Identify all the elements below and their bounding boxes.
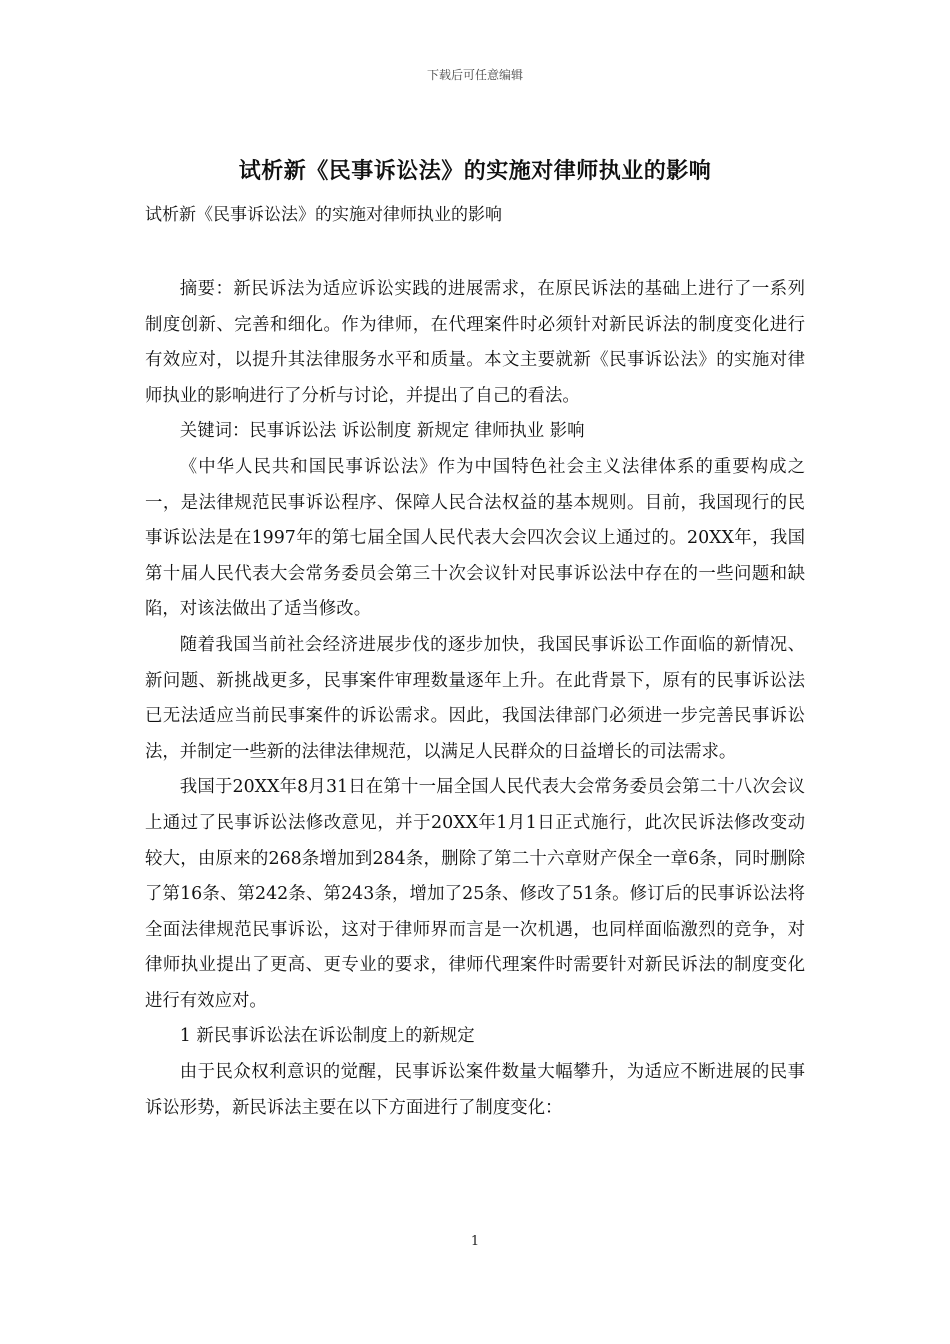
body-paragraph: 由于民众权利意识的觉醒，民事诉讼案件数量大幅攀升，为适应不断进展的民事诉讼形势，新民诉法主要在以下方面进行了制度变化：: [145, 1062, 805, 1118]
body-paragraph: 我国于20XX年8月31日在第十一届全国人民代表大会常务委员会第二十八次会议上通过了民事诉讼法修改意见，并于20XX年1月1日正式施行，此次民诉法修改变动较大，由原来的268条增加到284条，删除了第二十六章财产保全一章6条，同时删除了第16条、第242条、第243条，增加了25条、修改了51条。修订后的民事诉讼法将全面法律规范民事诉讼，这对于律师界而言是一次机遇，也同样面临激烈的竞争，对律师执业提出了更高、更专业的要求，律师代理案件时需要针对新民诉法的制度变化进行有效应对。: [145, 777, 805, 1011]
section-heading: 1 新民事诉讼法在诉讼制度上的新规定: [179, 1026, 475, 1047]
body-paragraph: 《中华人民共和国民事诉讼法》作为中国特色社会主义法律体系的重要构成之一，是法律规范民事诉讼程序、保障人民合法权益的基本规则。目前，我国现行的民事诉讼法是在1997年的第七届全国人民代表大会四次会议上通过的。20XX年，我国第十届人民代表大会常务委员会第三十次会议针对民事诉讼法中存在的一些问题和缺陷，对该法做出了适当修改。: [145, 456, 805, 620]
document-title: 试析新《民事诉讼法》的实施对律师执业的影响: [238, 159, 712, 184]
document-subtitle: 试析新《民事诉讼法》的实施对律师执业的影响: [145, 205, 502, 225]
body-paragraph: 随着我国当前社会经济进展步伐的逐步加快，我国民事诉讼工作面临的新情况、新问题、新挑战更多，民事案件审理数量逐年上升。在此背景下，原有的民事诉讼法已无法适应当前民事案件的诉讼需求。因此，我国法律部门必须进一步完善民事诉讼法，并制定一些新的法律法律规范，以满足人民群众的日益增长的司法需求。: [145, 634, 805, 762]
header-note: 下载后可任意编辑: [426, 68, 523, 82]
abstract-paragraph: 摘要：新民诉法为适应诉讼实践的进展需求，在原民诉法的基础上进行了一系列制度创新、完善和细化。作为律师，在代理案件时必须针对新民诉法的制度变化进行有效应对，以提升其法律服务水平和质量。本文主要就新《民事诉讼法》的实施对律师执业的影响进行了分析与讨论，并提出了自己的看法。: [145, 279, 805, 406]
page-number: 1: [470, 1234, 480, 1249]
keywords-paragraph: 关键词：民事诉讼法 诉讼制度 新规定 律师执业 影响: [179, 421, 585, 442]
document-body: [145, 272, 805, 1126]
